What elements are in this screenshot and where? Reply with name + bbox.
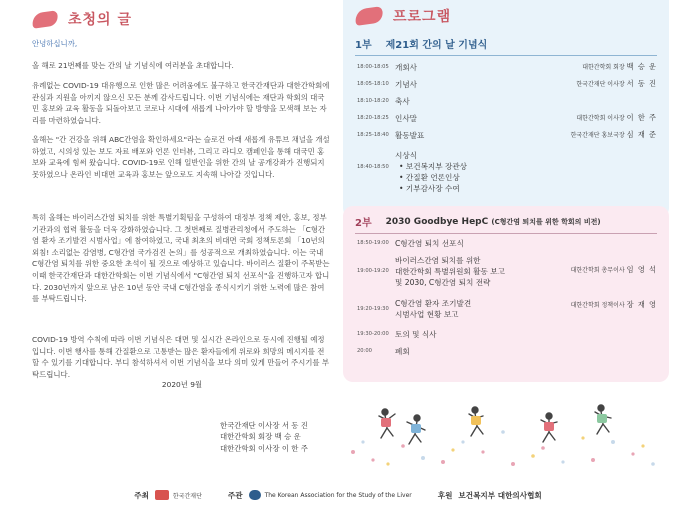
row-title-line: 시범사업 현황 보고 (395, 310, 459, 319)
part2-title (386, 217, 601, 227)
row-title-line: C형간염 환자 조기발견 (395, 299, 472, 308)
row-time: 18:00-18:05 (357, 64, 389, 70)
sponsor-label: 후원 (437, 490, 453, 500)
program-part1-panel (343, 0, 669, 218)
greeting: 안녕하십니까, (32, 39, 78, 48)
signature-line: 대한간학회 이사장 이 한 주 (220, 443, 308, 453)
speaker-role: 대한간학회 회장 (582, 64, 625, 71)
speaker-name: 심 재 준 (626, 130, 657, 139)
climbers-illustration (343, 402, 669, 470)
row-title: 축사 (395, 97, 410, 106)
letter-header (32, 8, 332, 30)
program-part2-panel (343, 206, 669, 382)
part2-title-main: 2030 Goodbye HepC (385, 216, 489, 227)
kasl-logo-icon (249, 490, 261, 500)
row-title-block (395, 298, 471, 320)
signature-line: 대한간학회 회장 백 승 운 (220, 432, 301, 442)
row-title-block (395, 150, 467, 194)
row-speaker (576, 113, 657, 123)
host-label: 주최 (134, 490, 149, 500)
part2-header (355, 214, 657, 234)
part1-header (355, 36, 657, 56)
row-time: 19:20-19:30 (357, 306, 389, 312)
sponsors: 보건복지부 대한의사협회 (458, 490, 542, 500)
row-speaker (571, 130, 657, 140)
program-header (355, 6, 451, 26)
speaker-name: 백 승 운 (626, 62, 657, 71)
speaker-role: 대한간학회 정책이사 (570, 302, 625, 309)
row-title: C형간염 퇴치 선포식 (395, 239, 464, 248)
paragraph-4: 특히 올해는 바이러스간염 퇴치를 위한 특별기획팀을 구성하여 대정부 정책 제안, 홍보, 정부 기관과의 협력 활동을 더욱 강화하였습니다. 그 첫번째로 질병관리청에서 주도하는 「C형간염 환자 조기발견 시범사업」에 참여하였고, 국내 최초의 비대면 국회 정책토론회 「10년의 외침! 소리없는 감염병, C형간염 국가검진 논의」를 성공적으로 개최하였습니다. 이는 국내 C형간염 퇴치를 위한 중요한 초석이 될 것으로 예상하고 있습니다. 바이러스 질환이 주목받는 이때 한국간재단과 대한간학회는 이번 기념식에서 "C형간염 퇴치 선포식"을 진행하고자 합니다. 2030년까지 앞으로 남은 10년 동안 국내 C형간염을 종식시키기 위한 노력에 많은 참여를 부탁드립니다. (32, 213, 330, 304)
row-time: 19:00-19:20 (357, 268, 389, 274)
row-speaker (576, 79, 657, 89)
footer (0, 480, 676, 510)
row-speaker (582, 62, 657, 72)
speaker-role: 한국간재단 홍보국장 (570, 132, 625, 139)
row-time: 20:00 (357, 348, 372, 354)
award-item: • 기부감사장 수여 (399, 184, 460, 193)
speaker-name: 서 동 진 (626, 79, 657, 88)
row-title: 시상식 (395, 151, 418, 160)
speaker-role: 대한간학회 이사장 (576, 115, 625, 122)
liver-icon (31, 10, 59, 28)
liver-icon (354, 6, 384, 26)
row-title: 폐회 (395, 347, 410, 356)
paragraph-5: COVID-19 방역 수칙에 따라 이번 기념식은 대면 및 실시간 온라인으로 동시에 진행될 예정입니다. 이번 행사를 통해 간질환으로 고통받는 많은 환자들에게 위로와 희망의 메시지를 전할 수 있기를 기대합니다. 부디 참석하셔서 이번 기념식을 보다 의미 있게 만들어 주시기를 부탁드립니다. (32, 335, 330, 379)
row-time: 18:25-18:40 (357, 132, 389, 138)
letter-title: 초청의 글 (68, 12, 132, 28)
speaker-name: 장 재 영 (626, 300, 657, 309)
row-time: 19:30-20:00 (357, 331, 389, 337)
organizer-label: 주관 (227, 490, 243, 500)
signature-block (220, 420, 308, 454)
row-title: 인사말 (395, 114, 418, 123)
row-title: 활동발표 (395, 131, 425, 140)
row-title-line: 대한간학회 특별위원회 활동 보고 (395, 267, 505, 276)
row-speaker (571, 300, 657, 310)
part1-label: 1부 (355, 40, 372, 51)
award-item: • 보건복지부 장관상 (399, 162, 467, 171)
speaker-role: 한국간재단 이사장 (576, 81, 625, 88)
row-speaker (571, 265, 657, 275)
row-title: 토의 및 식사 (395, 330, 437, 339)
part2-label: 2부 (355, 218, 372, 229)
organizer-org: The Korean Association for the Study of the Liver (264, 491, 412, 499)
row-title: 개회사 (395, 63, 418, 72)
paragraph-1: 올 해로 21번째를 맞는 간의 날 기념식에 여러분을 초대합니다. (32, 61, 234, 70)
program-title: 프로그램 (393, 9, 452, 25)
speaker-name: 이 한 주 (626, 113, 657, 122)
row-time: 18:05-18:10 (357, 81, 389, 87)
part2-subtitle: (C형간염 퇴치를 위한 학회의 비전) (491, 217, 601, 226)
row-time: 18:10-18:20 (357, 98, 389, 104)
part1-title: 제21회 간의 날 기념식 (385, 40, 488, 51)
row-time: 18:50-19:00 (357, 240, 389, 246)
row-time: 18:20-18:25 (357, 115, 389, 121)
signature-line: 한국간재단 이사장 서 동 진 (220, 421, 308, 430)
row-title-block (395, 255, 505, 288)
paragraph-3: 올해는 "간 건강을 위해 ABC간염을 확인하세요"라는 슬로건 아래 새롭게 유튜브 채널을 개설하였고, 시의성 있는 보도 자료 배포와 언론 인터뷰, 그리고 라디오 캠페인을 통해 대국민 홍보와 교육에 힘써 왔습니다. COVID-19로 인해 일반인을 위한 간의 날 공개강좌가 진행되지 못하였으나 온라인 비대면 교육과 홍보는 앞으로도 지속해 나아갈 것입니다. (32, 135, 330, 179)
host-logo-icon (155, 490, 169, 500)
speaker-role: 대한간학회 총무이사 (570, 267, 625, 274)
paragraph-2: 유례없는 COVID-19 대유행으로 인한 많은 어려움에도 불구하고 한국간재단과 대한간학회에 관심과 지원을 아끼지 않으신 모든 분께 감사드립니다. 이번 기념식에는 재단과 학회의 대국민 홍보와 교육 활동을 되돌아보고 코로나 시대에 새롭게 나아가야 할 방향을 모색해 보는 자리를 마련하였습니다. (32, 81, 330, 125)
invitation-letter (32, 8, 332, 453)
award-item: • 간질환 언론인상 (399, 173, 460, 182)
speaker-name: 임 영 석 (626, 265, 657, 274)
row-title-line: 및 2030, C형간염 퇴치 전략 (395, 278, 491, 287)
host-org: 한국간재단 (172, 492, 202, 500)
climbers-illustration-svg (343, 402, 669, 470)
row-title: 기념사 (395, 80, 418, 89)
row-title-line: 바이러스간염 퇴치를 위한 (395, 256, 481, 265)
letter-date: 2020년 9월 (161, 380, 203, 389)
row-time: 18:40-18:50 (357, 164, 389, 170)
